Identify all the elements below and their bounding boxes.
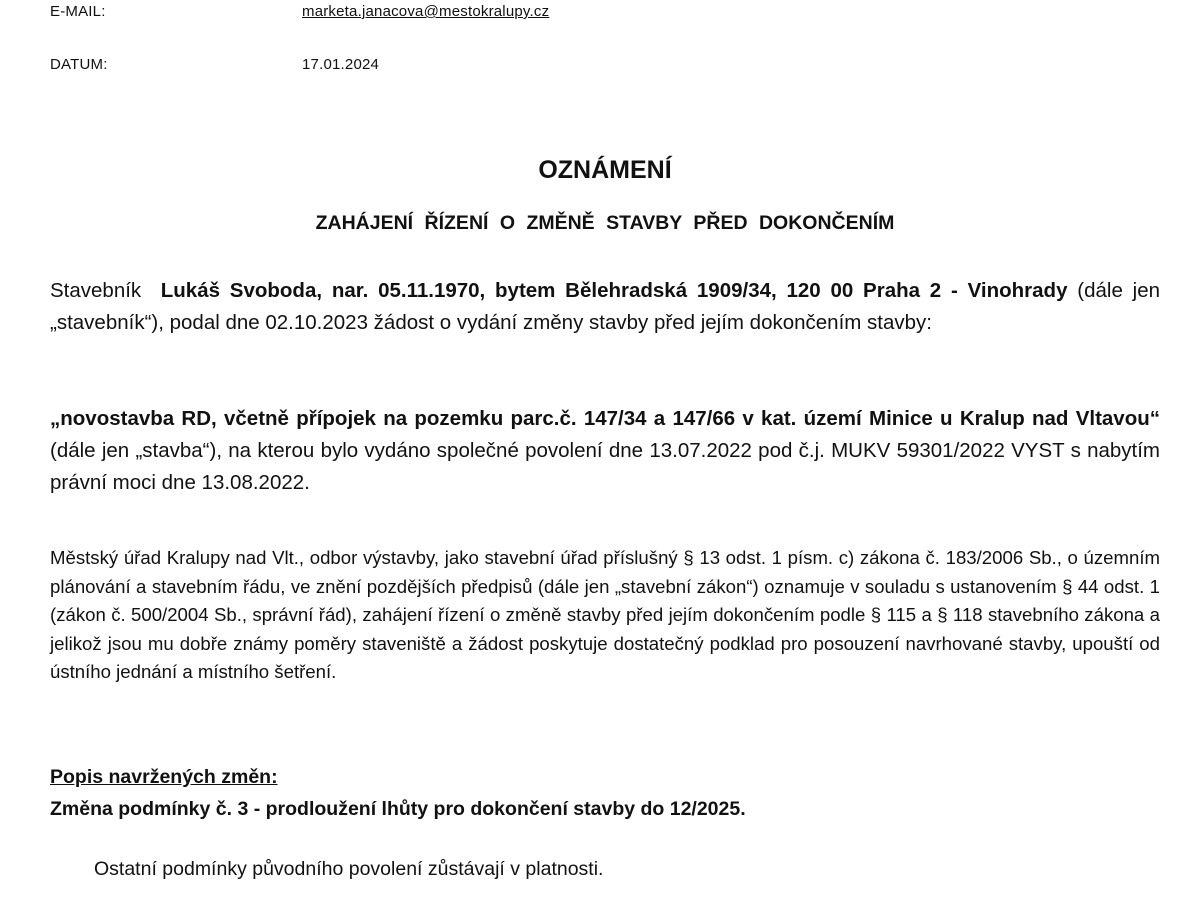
project-rest: (dále jen „stavba“), na kterou bylo vydáno společné povolení dne 13.07.2022 pod č.j. MUKV 59301/2022 VYST s nabytím právní moci dne 13.08.2022. [50,439,1160,494]
paragraph-applicant [50,275,1160,339]
document-subtitle: ZAHÁJENÍ ŘÍZENÍ O ZMĚNĚ STAVBY PŘED DOKONČENÍM [315,212,895,234]
applicant-rest: (dále jen „stavebník“), podal dne 02.10.2023 žádost o vydání změny stavby před jejím dokončením stavby: [50,279,1161,334]
applicant-lead: Stavebník [50,279,142,302]
project-name: „novostavba RD, včetně přípojek na pozemku parc.č. 147/34 a 147/66 v kat. území Minice u Kralup nad Vltavou“ [50,407,1160,430]
closing-statement: Ostatní podmínky původního povolení zůstávají v platnosti. [94,858,604,880]
paragraph-authority: Městský úřad Kralupy nad Vlt., odbor výstavby, jako stavební úřad příslušný § 13 odst. 1 písm. c) zákona č. 183/2006 Sb., o územním plánování a stavebním řádu, ve znění pozdějších předpisů (dále jen „stavební zákon“) oznamuje v souladu s ustanovením § 44 odst. 1 (zákon č. 500/2004 Sb., správní řád), zahájení řízení o změně stavby před jejím dokončením podle § 115 a § 118 stavebního zákona a jelikož jsou mu dobře známy poměry staveniště a žádost poskytuje dostatečný podklad pro posouzení navrhované stavby, upouští od ústního jednání a místního šetření. [50,547,1160,682]
changes-heading: Popis navržených změn: [50,766,278,788]
applicant-details: Lukáš Svoboda, nar. 05.11.1970, bytem Bělehradská 1909/34, 120 00 Praha 2 - Vinohrady [160,279,1068,302]
email-label: E-MAIL: [50,3,106,20]
paragraph-project [50,403,1160,499]
date-value: 17.01.2024 [302,56,380,73]
document-title: OZNÁMENÍ [538,156,672,184]
email-link[interactable]: marketa.janacova@mestokralupy.cz [302,3,550,20]
changes-item: Změna podmínky č. 3 - prodloužení lhůty pro dokončení stavby do 12/2025. [50,798,746,820]
date-label: DATUM: [50,56,108,73]
